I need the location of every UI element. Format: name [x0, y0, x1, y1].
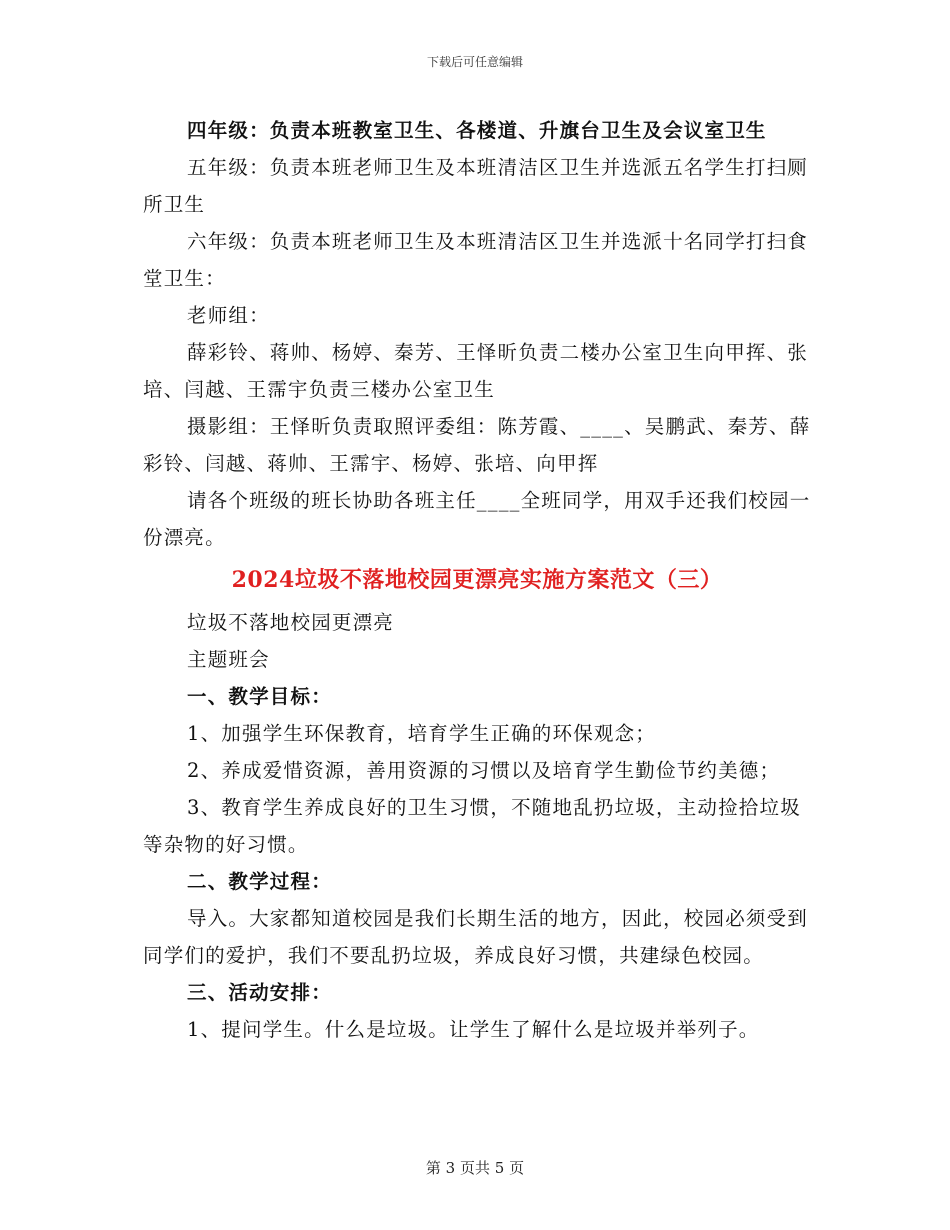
- page-footer: 第 3 页共 5 页: [425, 1159, 525, 1177]
- paragraph: 老师组：: [187, 304, 270, 327]
- paragraph: 摄影组：王怿昕负责取照评委组：陈芳霞、____、吴鹏武、秦芳、薛彩铃、闫越、蒋帅、王霈宇、杨婷、张培、向甲挥: [143, 415, 811, 475]
- list-item: 2、养成爱惜资源，善用资源的习惯以及培育学生勤俭节约美德；: [187, 759, 781, 782]
- paragraph: 请各个班级的班长协助各班主任____全班同学，用双手还我们校园一份漂亮。: [143, 489, 811, 549]
- page-header: 下载后可任意编辑: [426, 55, 523, 69]
- paragraph: 薛彩铃、蒋帅、杨婷、秦芳、王怿昕负责二楼办公室卫生向甲挥、张培、闫越、王霈宇负责三楼办公室卫生: [143, 341, 809, 401]
- section-heading: 二、教学过程：: [187, 870, 332, 893]
- list-item: 1、提问学生。什么是垃圾。让学生了解什么是垃圾并举列子。: [187, 1018, 760, 1041]
- paragraph: 五年级：负责本班老师卫生及本班清洁区卫生并选派五名学生打扫厕所卫生: [143, 156, 809, 216]
- list-item: 3、教育学生养成良好的卫生习惯，不随地乱扔垃圾，主动捡拾垃圾等杂物的好习惯。: [143, 796, 801, 856]
- paragraph: 四年级：负责本班教室卫生、各楼道、升旗台卫生及会议室卫生: [187, 119, 767, 142]
- paragraph: 主题班会: [187, 648, 270, 671]
- paragraph: 垃圾不落地校园更漂亮: [187, 611, 395, 634]
- section-title: 2024垃圾不落地校园更漂亮实施方案范文（三）: [231, 567, 723, 593]
- list-item: 1、加强学生环保教育，培育学生正确的环保观念；: [187, 722, 657, 745]
- paragraph: 导入。大家都知道校园是我们长期生活的地方，因此，校园必须受到同学们的爱护，我们不要乱扔垃圾，养成良好习惯，共建绿色校园。: [143, 907, 809, 967]
- paragraph: 六年级：负责本班老师卫生及本班清洁区卫生并选派十名同学打扫食堂卫生：: [143, 230, 809, 290]
- section-heading: 一、教学目标：: [187, 685, 332, 708]
- section-heading: 三、活动安排：: [187, 981, 332, 1004]
- document-body: [143, 112, 811, 1048]
